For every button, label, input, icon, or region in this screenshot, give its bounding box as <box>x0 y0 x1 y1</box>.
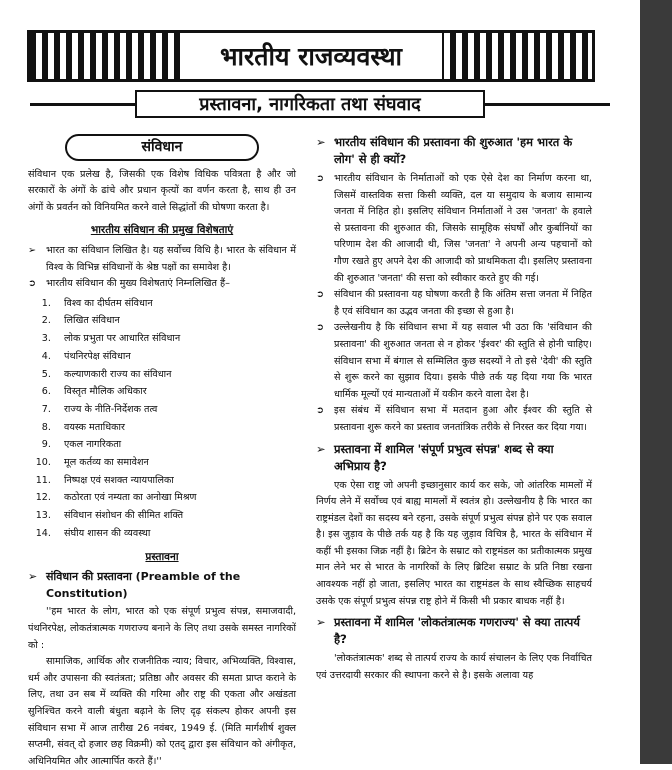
book-title: भारतीय राजव्यवस्था <box>219 42 403 71</box>
arrow-bullet-icon: ➢ <box>316 441 326 456</box>
preamble-text: सामाजिक, आर्थिक और राजनीतिक न्याय; विचार, अभिव्यक्ति, विश्वास, धर्म और उपासना की स्वतंत्रता; प्रतिष्ठा और अवसर की समता प्राप्त कराने के लिए, तथा उन सब में व्यक्ति की गरिमा और राष्ट्र की एकता और अखंडता सुनिश्चित करने वाली बंधुता बढ़ाने के लिए दृढ़ संकल्प होकर अपनी इस संविधान सभा में आज तारीख 26 नवंबर, 1949 ई. (मिति मार्गशीर्ष शुक्ल सप्तमी, संवत् दो हजार छह विक्रमी) को एतद् द्वारा इस संविधान को अंगीकृत, अधिनियमित और आत्मार्पित करते हैं।'' <box>28 656 296 767</box>
list-item: 4. पंथनिरपेक्ष संविधान <box>54 348 296 366</box>
preamble-heading: प्रस्तावना <box>145 550 179 563</box>
list-item: 11. निष्पक्ष एवं सशक्त न्यायपालिका <box>54 472 296 490</box>
list-item: 8. वयस्क मताधिकार <box>54 419 296 437</box>
arrow-bullet-icon: ➢ <box>28 570 38 584</box>
list-item: 13. संविधान संशोधन की सीमित शक्ति <box>54 507 296 525</box>
section-title: संविधान <box>65 134 259 161</box>
chapter-title-bar <box>0 90 640 118</box>
arrow-bullet-icon: ➢ <box>316 615 326 630</box>
answer-text: एक ऐसा राष्ट्र जो अपनी इच्छानुसार कार्य कर सके, जो आंतरिक मामलों में निर्णय लेने में सर्वोच्च एवं बाह्य मामलों में स्वतंत्र हो। उल्लेखनीय है कि भारत का राष्ट्रमंडल देशों का सदस्य बने रहना, उसके संपूर्ण प्रभुत्व संपन्न होने पर एक सवाल है। इस जुड़ाव के पीछे तर्क यह है कि यह जुड़ाव विचित्र है, भारत के संविधान में कहीं भी इसका जिक्र नहीं है। ब्रिटेन के सम्राट को राष्ट्रमंडल का प्रतीकात्मक प्रमुख मान लेने भर से भारत के नागरिकों के लिए ब्रिटिश सम्राट के प्रति निष्ठा रखना आवश्यक नहीं हो जाता, इसलिए भारत का राष्ट्रमंडल के साथ स्वैच्छिक साहचर्य उसके एक संपूर्ण प्रभुत्व संपन्न राष्ट्र होने में किसी भी प्रकार बाधक नहीं है। <box>316 479 592 607</box>
right-column <box>316 130 592 684</box>
answer-item: ➲ उल्लेखनीय है कि संविधान सभा में यह सवाल भी उठा कि 'संविधान की प्रस्तावना' की शुरुआत जनता से न होकर 'ईश्वर' की स्तुति से होनी चाहिए। संविधान सभा में बंगाल से सम्मिलित कुछ सदस्यों ने तो इसे 'देवी' की स्तुति से शुरू करने का सुझाव दिया। इसके पीछे तर्क यह दिया गया कि भारत धार्मिक मूल्यों एवं मान्यताओं में यकीन करने वाला देश है। <box>316 322 592 400</box>
arrow-bullet-icon: ➢ <box>28 244 37 256</box>
list-item: ➢ भारत का संविधान लिखित है। यह सर्वोच्च विधि है। भारत के संविधान में विश्व के विभिन्न संविधानों के श्रेष्ठ पक्षों का समावेश है। <box>28 244 296 273</box>
question-heading: ➢ प्रस्तावना में शामिल 'संपूर्ण प्रभुत्व संपन्न' शब्द से क्या अभिप्राय है? <box>316 441 554 473</box>
list-item: 1. विश्व का दीर्घतम संविधान <box>54 295 296 313</box>
scan-edge <box>640 0 672 764</box>
list-item: 12. कठोरता एवं नम्यता का अनोखा मिश्रण <box>54 489 296 507</box>
list-item: 10. मूल कर्तव्य का समावेशन <box>54 454 296 472</box>
constitution-definition: संविधान एक प्रलेख है, जिसकी एक विशेष विधिक पवित्रता है और जो सरकारों के अंगों के ढांचे और प्रधान कृत्यों का वर्णन करता है, साथ ही उन अंगों के प्रवर्तन को विनियमित करने वाले सिद्धांतों की घोषणा करता है। <box>28 168 296 213</box>
answer-item: ➲ इस संबंध में संविधान सभा में मतदान हुआ और ईश्वर की स्तुति से प्रस्तावना शुरू करने का प्रस्ताव जनतांत्रिक तरीके से निरस्त कर दिया गया। <box>316 405 592 433</box>
list-item: ➲ भारतीय संविधान की मुख्य विशेषताएं निम्नलिखित हैं– <box>28 276 296 293</box>
arrow-circle-bullet-icon: ➲ <box>316 322 325 334</box>
left-column <box>28 130 296 770</box>
question-heading: ➢ प्रस्तावना में शामिल 'लोकतंत्रात्मक गणराज्य' से क्या तात्पर्य है? <box>316 615 580 647</box>
question-heading: ➢ भारतीय संविधान की प्रस्तावना की शुरुआत 'हम भारत के लोग' से ही क्यों? <box>316 135 573 166</box>
list-item: 6. विस्तृत मौलिक अधिकार <box>54 383 296 401</box>
preamble-title: ➢ संविधान की प्रस्तावना (Preamble of the Constitution) <box>28 570 241 600</box>
features-heading: भारतीय संविधान की प्रमुख विशेषताएं <box>90 224 234 237</box>
arrow-bullet-icon: ➢ <box>316 135 326 149</box>
arrow-circle-bullet-icon: ➲ <box>316 173 325 184</box>
book-title-banner <box>27 30 595 82</box>
list-item: 3. लोक प्रभुता पर आधारित संविधान <box>54 330 296 348</box>
answer-text: 'लोकतंत्रात्मक' शब्द से तात्पर्य राज्य के कार्य संचालन के लिए एक निर्वाचित एवं उत्तरदायी सरकार की स्थापना करने से है। इसके अलावा यह <box>316 653 592 681</box>
arrow-circle-bullet-icon: ➲ <box>28 278 37 290</box>
answer-item: ➲ संविधान की प्रस्तावना यह घोषणा करती है कि अंतिम सत्ता जनता में निहित है एवं संविधान का उद्भव जनता की इच्छा से हुआ है। <box>316 289 592 317</box>
answer-item: ➲ भारतीय संविधान के निर्माताओं को एक ऐसे देश का निर्माण करना था, जिसमें वास्तविक सत्ता किसी व्यक्ति, दल या समुदाय के बजाय सामान्य जनता में निहित हो। इसलिए संविधान निर्माताओं ने उस 'जनता' के हवाले से प्रस्तावना की शुरुआत की, जिसके सामूहिक संघर्षों और कुर्बानियों का परिणाम देश की आजादी थी, जिस 'जनता' ने अपनी अन्य पहचानों को गौण रखते हुए अपने देश की आजादी को प्राथमिकता दी। इसलिए प्रस्तावना की शुरुआत 'जनता' की सत्ता को स्वीकार करते हुए की गई। <box>316 173 592 284</box>
list-item: 2. लिखित संविधान <box>54 312 296 330</box>
list-item: 9. एकल नागरिकता <box>54 436 296 454</box>
list-item: 5. कल्याणकारी राज्य का संविधान <box>54 366 296 384</box>
chapter-title: प्रस्तावना, नागरिकता तथा संघवाद <box>135 90 485 118</box>
preamble-text: ''हम भारत के लोग, भारत को एक संपूर्ण प्रभुत्व संपन्न, समाजवादी, पंथनिरपेक्ष, लोकतंत्रात्मक गणराज्य बनाने के लिए तथा उसके समस्त नागरिकों को : <box>28 606 296 651</box>
arrow-circle-bullet-icon: ➲ <box>316 289 325 301</box>
arrow-circle-bullet-icon: ➲ <box>316 405 325 417</box>
list-item: 7. राज्य के नीति-निर्देशक तत्व <box>54 401 296 419</box>
list-item: 14. संघीय शासन की व्यवस्था <box>54 525 296 543</box>
features-list <box>28 295 296 543</box>
